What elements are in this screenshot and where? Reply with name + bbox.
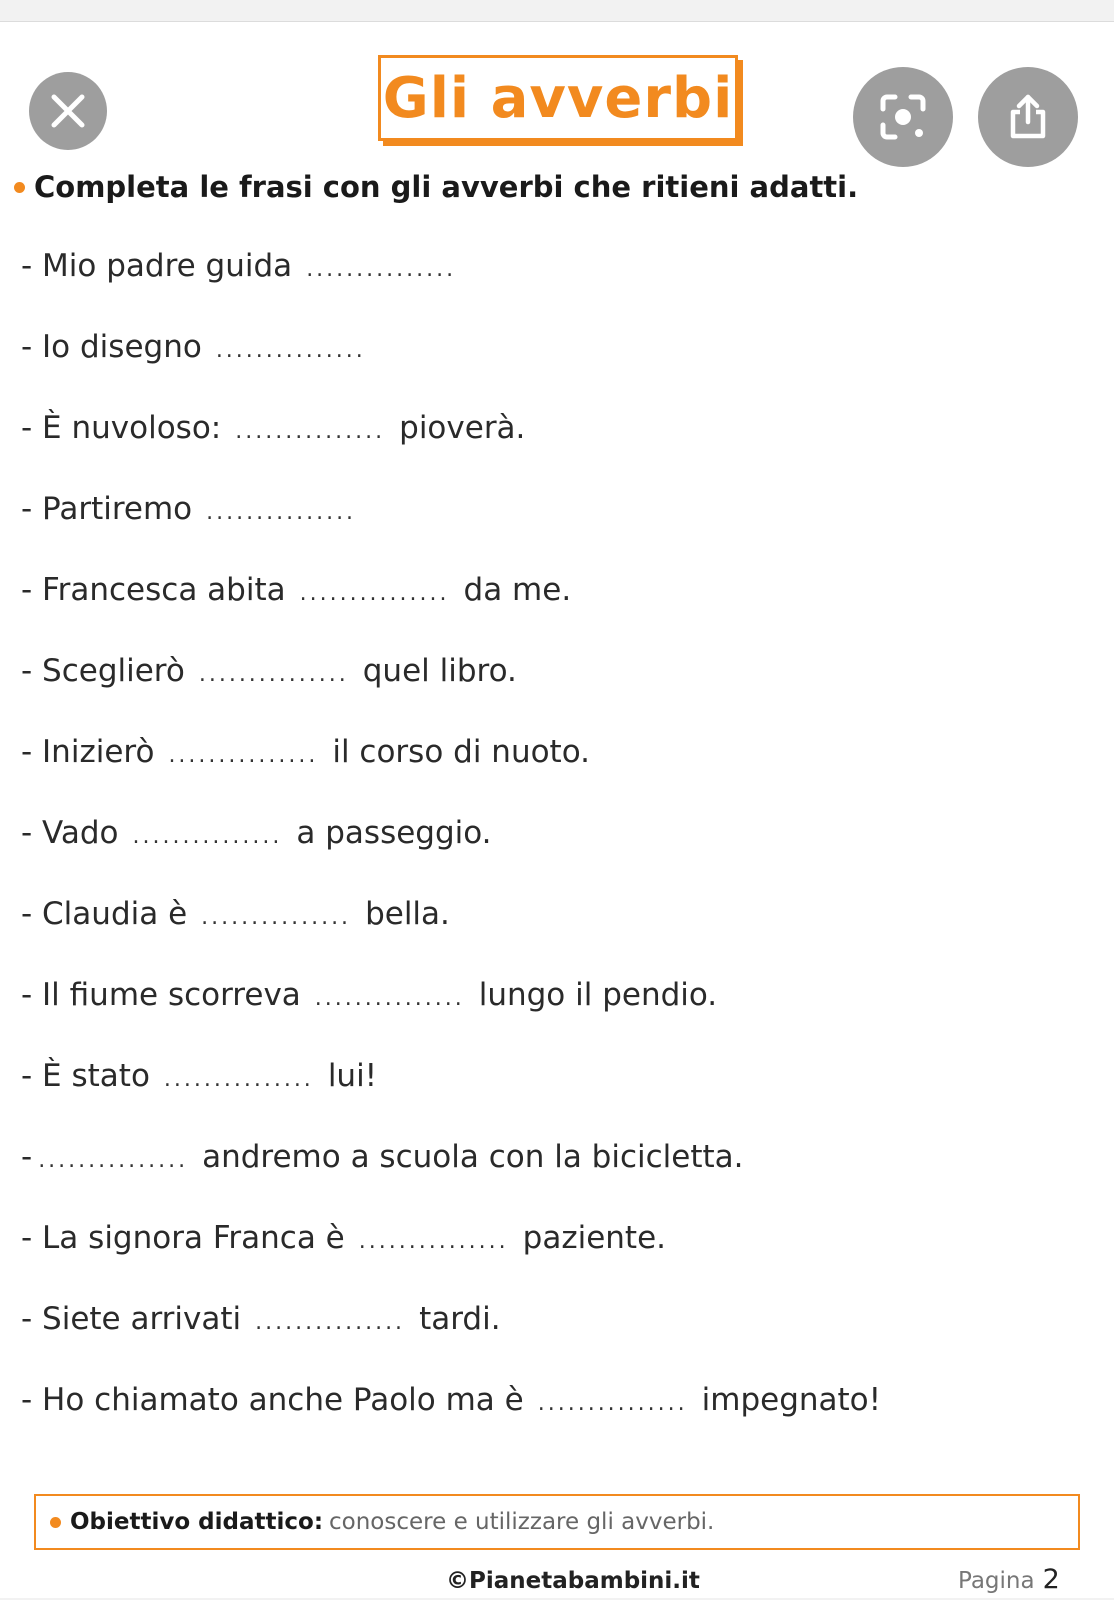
sentence-row (21, 896, 1101, 977)
blank-field[interactable]: ............... (235, 419, 386, 444)
sentence-after: tardi. (419, 1301, 501, 1337)
bullet-icon (14, 182, 25, 193)
page-title: Gli avverbi (382, 65, 734, 131)
objective-text: conoscere e utilizzare gli avverbi. (329, 1509, 715, 1535)
blank-field[interactable]: ............... (306, 257, 457, 282)
blank-field[interactable]: ............... (198, 662, 349, 687)
sentence-after: bella. (365, 896, 450, 932)
sentence-row (21, 491, 1101, 572)
sentence-row (21, 1382, 1101, 1463)
sentence-before: - Mio padre guida (21, 248, 293, 284)
blank-field[interactable]: ............... (168, 743, 319, 768)
sentence-row (21, 1058, 1101, 1139)
sentence-after: lungo il pendio. (478, 977, 718, 1013)
sentence-before: - (21, 1139, 33, 1175)
blank-field[interactable]: ............... (215, 338, 366, 363)
bullet-icon (50, 1517, 61, 1528)
instruction (14, 170, 858, 204)
blank-field[interactable]: ............... (358, 1229, 509, 1254)
blank-field[interactable]: ............... (255, 1310, 406, 1335)
sentence-after: a passeggio. (296, 815, 492, 851)
share-button[interactable] (978, 67, 1078, 167)
sentence-row (21, 1139, 1101, 1220)
worksheet-page (0, 21, 1114, 1598)
page-label: Pagina (958, 1568, 1035, 1594)
lens-icon (877, 91, 929, 143)
sentence-row (21, 572, 1101, 653)
sentence-before: - È nuvoloso: (21, 410, 222, 446)
blank-field[interactable]: ............... (163, 1067, 314, 1092)
sentence-before: - Claudia è (21, 896, 188, 932)
sentence-row (21, 815, 1101, 896)
sentence-row (21, 734, 1101, 815)
sentence-after: pioverà. (399, 410, 526, 446)
share-icon (1003, 92, 1053, 142)
sentence-before: - Io disegno (21, 329, 202, 365)
sentence-after: da me. (463, 572, 572, 608)
sentence-before: - Vado (21, 815, 119, 851)
blank-field[interactable]: ............... (201, 905, 352, 930)
close-button[interactable] (29, 72, 107, 150)
objective-box (34, 1494, 1080, 1550)
sentence-after: paziente. (522, 1220, 667, 1256)
sentence-before: - Siete arrivati (21, 1301, 242, 1337)
title-box (378, 55, 738, 141)
sentence-before: - Sceglierò (21, 653, 185, 689)
blank-field[interactable]: ............... (38, 1148, 189, 1173)
blank-field[interactable]: ............... (132, 824, 283, 849)
sentence-row (21, 653, 1101, 734)
sentence-row (21, 248, 1101, 329)
blank-field[interactable]: ............... (299, 581, 450, 606)
sentence-before: - Ho chiamato anche Paolo ma è (21, 1382, 524, 1418)
blank-field[interactable]: ............... (206, 500, 357, 525)
sentence-before: - È stato (21, 1058, 150, 1094)
blank-field[interactable]: ............... (537, 1391, 688, 1416)
sentence-after: il corso di nuoto. (332, 734, 590, 770)
blank-field[interactable]: ............... (314, 986, 465, 1011)
sentence-before: - La signora Franca è (21, 1220, 345, 1256)
sentence-row (21, 1220, 1101, 1301)
sentence-before: - Francesca abita (21, 572, 286, 608)
lens-button[interactable] (853, 67, 953, 167)
objective-label: Obiettivo didattico: (70, 1509, 324, 1535)
sentence-after: impegnato! (701, 1382, 882, 1418)
sentence-before: - Il fiume scorreva (21, 977, 301, 1013)
sentence-row (21, 329, 1101, 410)
footer-credit: ©Pianetabambini.it (446, 1568, 700, 1594)
sentence-row (21, 410, 1101, 491)
close-icon (48, 91, 88, 131)
sentence-after: andremo a scuola con la bicicletta. (202, 1139, 744, 1175)
sentence-before: - Inizierò (21, 734, 155, 770)
page-indicator (958, 1564, 1060, 1595)
instruction-text: Completa le frasi con gli avverbi che ritieni adatti. (34, 170, 859, 204)
sentence-after: quel libro. (362, 653, 517, 689)
sentence-after: lui! (327, 1058, 378, 1094)
sentence-row (21, 1301, 1101, 1382)
page-number: 2 (1042, 1564, 1060, 1595)
sentence-before: - Partiremo (21, 491, 193, 527)
sentence-row (21, 977, 1101, 1058)
sentence-list (21, 248, 1101, 1463)
